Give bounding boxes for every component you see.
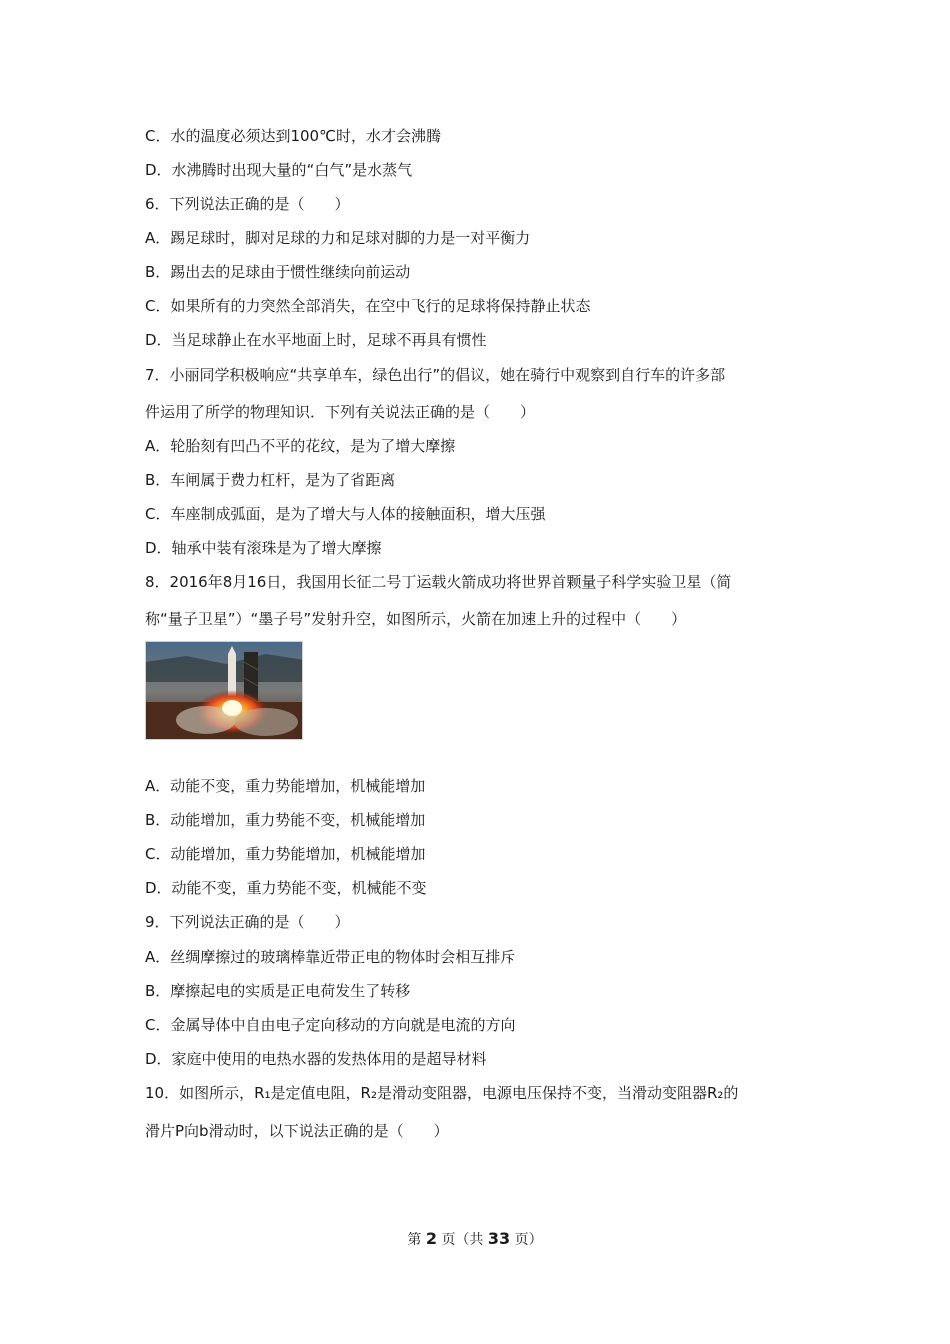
page-footer [0, 1229, 950, 1250]
question-7-line-2: 件运用了所学的物理知识．下列有关说法正确的是（ ） [145, 403, 536, 421]
option-7a: A．轮胎刻有凹凸不平的花纹，是为了增大摩擦 [145, 437, 456, 455]
option-9a: A．丝绸摩擦过的玻璃棒靠近带正电的物体时会相互排斥 [145, 948, 516, 966]
option-6d: D．当足球静止在水平地面上时，足球不再具有惯性 [145, 331, 487, 349]
footer-prefix: 第 [407, 1232, 422, 1248]
option-7b: B．车闸属于费力杠杆，是为了省距离 [145, 471, 396, 489]
option-6b: B．踢出去的足球由于惯性继续向前运动 [145, 263, 411, 281]
option-5d: D．水沸腾时出现大量的“白气”是水蒸气 [145, 161, 413, 179]
option-8c: C．动能增加，重力势能增加，机械能增加 [145, 845, 426, 863]
question-10-line-1: 10．如图所示，R₁是定值电阻，R₂是滑动变阻器，电源电压保持不变，当滑动变阻器R₂的 [145, 1084, 739, 1102]
question-7-line-1: 7．小丽同学积极响应“共享单车，绿色出行”的倡议，她在骑行中观察到自行车的许多部 [145, 366, 726, 384]
option-9c: C．金属导体中自由电子定向移动的方向就是电流的方向 [145, 1016, 516, 1034]
rocket-launch-photo [145, 641, 303, 740]
option-7d: D．轴承中装有滚珠是为了增大摩擦 [145, 539, 382, 557]
footer-middle: 页（共 [441, 1232, 484, 1248]
footer-page-number: 2 [425, 1229, 437, 1248]
footer-suffix: 页） [514, 1232, 543, 1248]
option-8d: D．动能不变，重力势能不变，机械能不变 [145, 879, 427, 897]
question-8-line-1: 8．2016年8月16日，我国用长征二号丁运载火箭成功将世界首颗量子科学实验卫星（简 [145, 573, 732, 591]
option-9b: B．摩擦起电的实质是正电荷发生了转移 [145, 982, 411, 1000]
footer-total-pages: 33 [487, 1229, 511, 1248]
question-6: 6．下列说法正确的是（ ） [145, 195, 350, 213]
question-8-line-2: 称“量子卫星”）“墨子号”发射升空，如图所示，火箭在加速上升的过程中（ ） [145, 610, 687, 628]
option-9d: D．家庭中使用的电热水器的发热体用的是超导材料 [145, 1050, 487, 1068]
option-6c: C．如果所有的力突然全部消失，在空中飞行的足球将保持静止状态 [145, 297, 591, 315]
option-8a: A．动能不变，重力势能增加，机械能增加 [145, 777, 426, 795]
question-9: 9．下列说法正确的是（ ） [145, 913, 350, 931]
option-6a: A．踢足球时，脚对足球的力和足球对脚的力是一对平衡力 [145, 229, 531, 247]
option-5c: C．水的温度必须达到100℃时，水才会沸腾 [145, 127, 441, 145]
option-7c: C．车座制成弧面，是为了增大与人体的接触面积，增大压强 [145, 505, 546, 523]
question-10-line-2: 滑片P向b滑动时，以下说法正确的是（ ） [145, 1122, 449, 1140]
option-8b: B．动能增加，重力势能不变，机械能增加 [145, 811, 426, 829]
